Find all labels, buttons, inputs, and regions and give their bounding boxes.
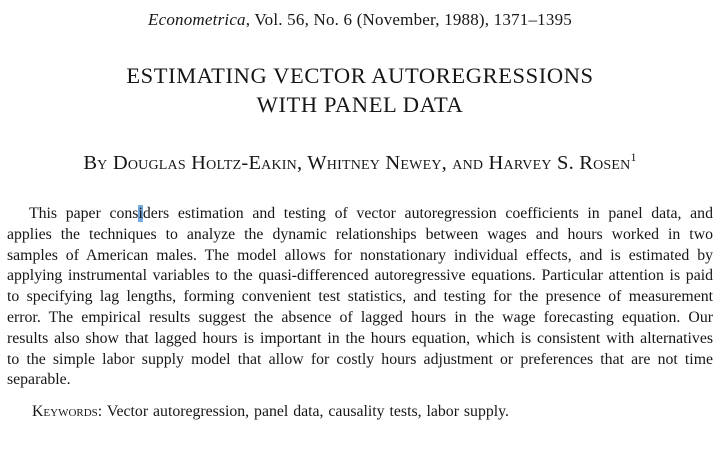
keywords-line	[7, 402, 713, 423]
paper-title	[7, 61, 713, 119]
text-selection-highlight: i	[138, 205, 143, 222]
abstract-text-before-selection: This paper cons	[29, 205, 139, 222]
paper-title-line-2: WITH PANEL DATA	[256, 92, 464, 117]
abstract-text-after-selection: ders estimation and testing of vector autoregression coefficients in panel data, and applies the techniques to analyze the dynamic relationships between wages and hours worked in two samples of American males. The model allows for nonstationary individual effects, and is estimated by applying instrumental variables to the quasi-differenced autoregressive equations. Particular attention is paid to specifying lag lengths, forming convenient test statistics, and testing for the presence of measurement error. The empirical results suggest the absence of lagged hours in the wage forecasting equation. Our results also show that lagged hours is important in the hours equation, which is consistent with alternatives to the simple labor supply model that allow for costly hours adjustment or preferences that are not time separable.	[7, 205, 713, 389]
journal-citation: , Vol. 56, No. 6 (November, 1988), 1371–1395	[245, 10, 572, 29]
keywords-label: Keywords	[32, 403, 98, 421]
abstract-paragraph	[7, 204, 713, 391]
author-byline	[7, 152, 713, 175]
keywords-text: Vector autoregression, panel data, causality tests, labor supply.	[106, 403, 509, 421]
journal-header	[7, 10, 713, 30]
paper-title-line-1: ESTIMATING VECTOR AUTOREGRESSIONS	[126, 63, 594, 88]
keywords-separator: :	[97, 403, 107, 421]
journal-name: Econometrica	[148, 10, 246, 29]
author-footnote-marker: 1	[630, 150, 637, 165]
author-byline-text: By Douglas Holtz-Eakin, Whitney Newey, and Harvey S. Rosen	[83, 152, 631, 174]
